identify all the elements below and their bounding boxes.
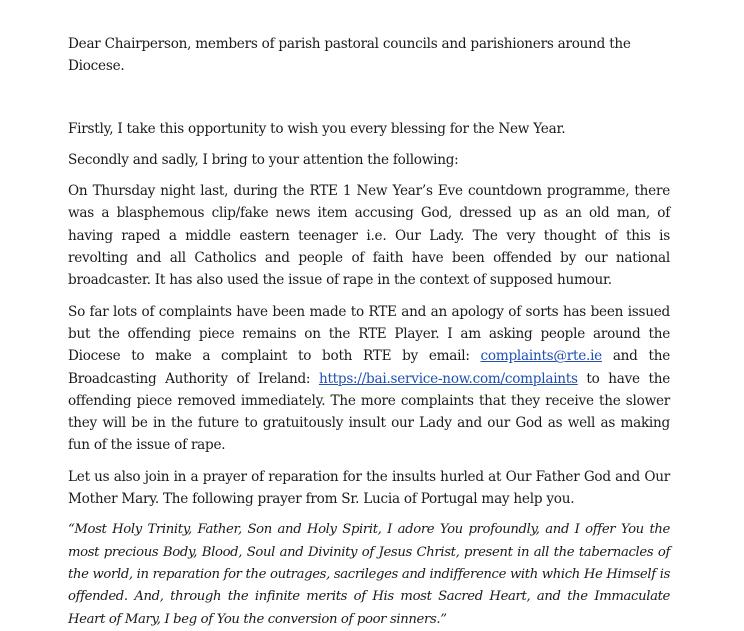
paragraph-incident-description: On Thursday night last, during the RTE 1 New Year’s Eve countdown programme, there was a blasphemous clip/fake news item accusing God, dressed up as an old man, of having raped a middle eastern teenager i.e. Our Lady. The very thought of this is revolting and all Catholics and people of faith have been offended by our national broadcaster. It has also used the issue of rape in the context of supposed humour. <box>68 183 670 289</box>
complaint-text-part2: and the Broadcasting Authority of Ireland: <box>68 348 670 387</box>
salutation: Dear Chairperson, members of parish pastoral councils and parishioners around the Diocese. <box>68 36 631 75</box>
email-link-complaints-rte[interactable]: complaints@rte.ie <box>480 348 602 365</box>
paragraph-attention: Secondly and sadly, I bring to your attention the following: <box>68 151 459 168</box>
complaint-text-part3: to have the offending piece removed immediately. The more complaints that they receive the slower they will be in the future to gratuitously insult our Lady and our God as well as making fun of the issue of rape. <box>68 370 670 454</box>
paragraph-new-year-greeting: Firstly, I take this opportunity to wish you every blessing for the New Year. <box>68 120 566 137</box>
paragraph-complaint-request <box>68 301 670 457</box>
url-link-bai-complaints[interactable]: https://bai.service-now.com/complaints <box>318 370 578 387</box>
prayer-quote: “Most Holy Trinity, Father, Son and Holy Spirit, I adore You profoundly, and I offer You the most precious Body, Blood, Soul and Divinity of Jesus Christ, present in all the tabernacles of the world, in reparation for the outrages, sacrileges and indifference with which He Himself is offended. And, through the infinite merits of His most Sacred Heart, and the Immaculate Heart of Mary, I beg of You the conversion of poor sinners.” <box>68 522 670 627</box>
letter-document <box>68 33 670 631</box>
complaint-text-part1: So far lots of complaints have been made to RTE and an apology of sorts has been issued but the offending piece remains on the RTE Player. I am asking people around the Diocese to make a complaint to both RTE by email: <box>68 303 670 365</box>
paragraph-prayer-intro: Let us also join in a prayer of reparation for the insults hurled at Our Father God and Our Mother Mary. The following prayer from Sr. Lucia of Portugal may help you. <box>68 468 670 508</box>
